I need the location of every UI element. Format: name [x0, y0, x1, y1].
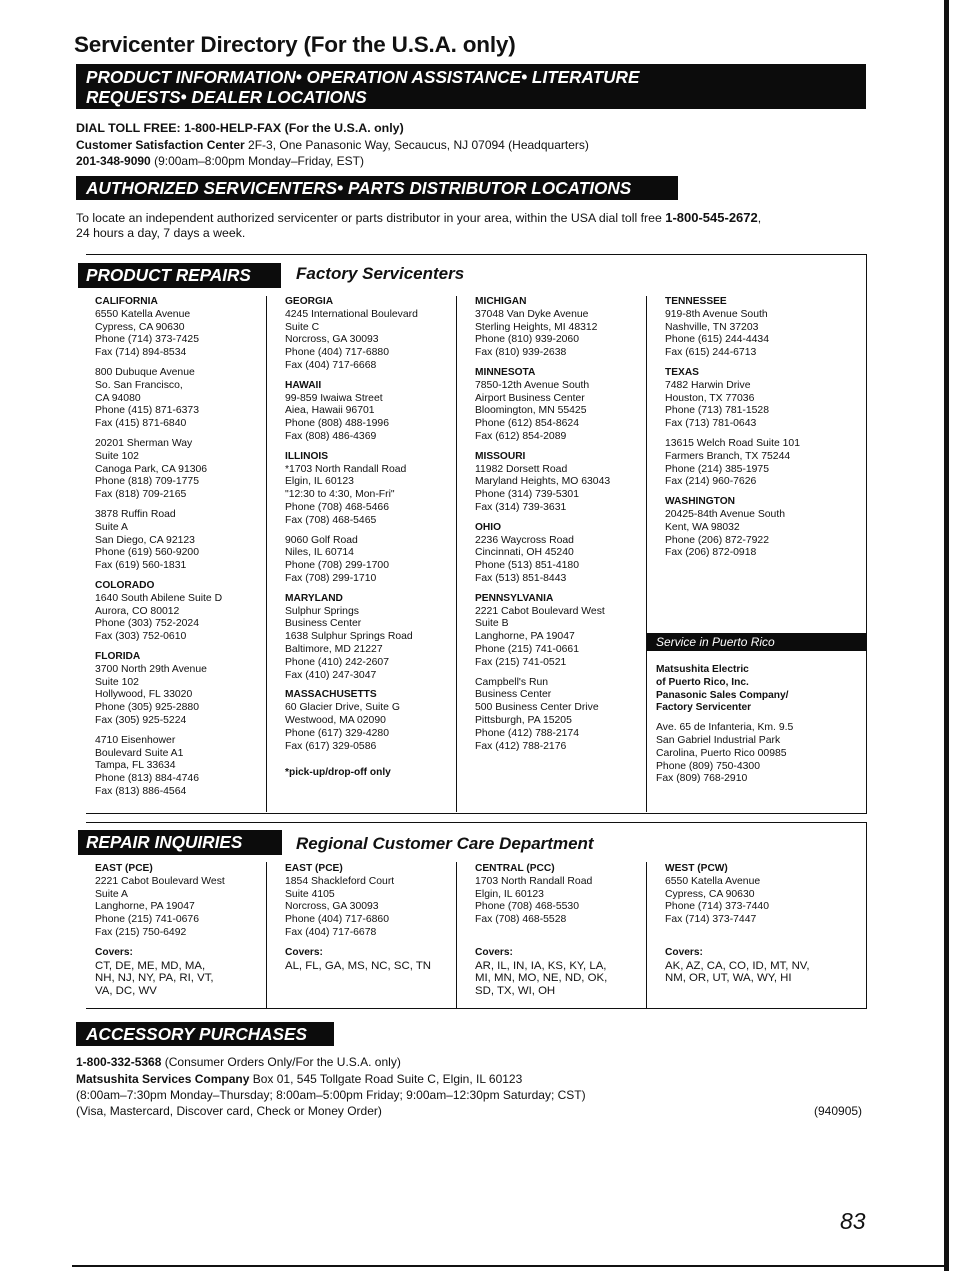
accessory-phone-note: (Consumer Orders Only/For the U.S.A. only) — [161, 1055, 401, 1069]
address-line: Campbell's Run — [475, 676, 549, 688]
region-address-line: Suite A — [95, 888, 128, 900]
region-address-line: Suite 4105 — [285, 888, 335, 900]
spacer — [665, 431, 800, 438]
headquarters-phone: 201-348-9090 — [76, 154, 151, 168]
address-line: Fax (808) 486-4369 — [285, 430, 377, 442]
address-line: 2221 Cabot Boulevard West — [475, 605, 605, 617]
state-heading: MARYLAND — [285, 592, 343, 604]
address-line: Phone (215) 741-0661 — [475, 643, 579, 655]
region-address-line: Fax (708) 468-5528 — [475, 914, 567, 926]
accessory-company-address: Box 01, 545 Tollgate Road Suite C, Elgin, IL 60123 — [249, 1072, 523, 1086]
address-line: Suite B — [475, 618, 509, 630]
spacer — [95, 644, 222, 651]
spacer — [95, 360, 222, 367]
region-east-pce-1 — [95, 863, 225, 998]
address-line: Phone (513) 851-4180 — [475, 560, 579, 572]
puerto-rico-address-line: Ave. 65 de Infanteria, Km. 9.5 — [656, 722, 794, 734]
address-line: Phone (415) 871-6373 — [95, 405, 199, 417]
address-line: Suite A — [95, 521, 128, 533]
region-address-line: Fax (215) 750-6492 — [95, 926, 187, 938]
column-tennessee-washington — [665, 296, 800, 560]
frame-right — [866, 254, 867, 814]
state-heading: HAWAII — [285, 379, 322, 391]
col2-divider-1 — [266, 862, 267, 1008]
spacer — [475, 586, 610, 593]
address-line: Baltimore, MD 21227 — [285, 643, 383, 655]
covers-label: Covers: — [665, 946, 703, 958]
region-heading: WEST (PCW) — [665, 863, 728, 874]
spacer — [285, 760, 418, 767]
address-line: Nashville, TN 37203 — [665, 321, 759, 333]
locate-line-2: 24 hours a day, 7 days a week. — [76, 226, 246, 240]
state-heading: TEXAS — [665, 366, 699, 378]
address-line: Business Center — [285, 618, 362, 630]
address-line: 7850-12th Avenue South — [475, 379, 590, 391]
col2-divider-3 — [646, 862, 647, 1008]
region-address-line: Cypress, CA 90630 — [665, 888, 755, 900]
accessory-company-line — [76, 1072, 522, 1087]
address-line: 6550 Katella Avenue — [95, 308, 191, 320]
address-line: Phone (412) 788-2174 — [475, 727, 579, 739]
address-line: Fax (708) 468-5465 — [285, 514, 377, 526]
accessory-company: Matsushita Services Company — [76, 1072, 250, 1086]
customer-satisfaction-line — [76, 138, 589, 153]
address-line: 3700 North 29th Avenue — [95, 663, 207, 675]
address-line: San Diego, CA 92123 — [95, 534, 195, 546]
banner-product-information — [76, 64, 866, 109]
address-line: Pittsburgh, PA 15205 — [475, 714, 572, 726]
address-line: Fax (305) 925-5224 — [95, 714, 187, 726]
spacer — [475, 927, 607, 947]
covers-label: Covers: — [475, 946, 513, 958]
locate-phone: 1-800-545-2672 — [665, 210, 758, 225]
address-line: Cypress, CA 90630 — [95, 321, 185, 333]
address-line: Fax (617) 329-0586 — [285, 740, 377, 752]
accessory-phone-line — [76, 1055, 401, 1070]
spacer — [95, 940, 225, 947]
address-line: Fax (214) 960-7626 — [665, 476, 757, 488]
address-line: Fax (813) 886-4564 — [95, 785, 187, 797]
spacer — [95, 502, 222, 509]
covers-states: CT, DE, ME, MD, MA, — [95, 959, 206, 972]
covers-states: NH, NJ, NY, PA, RI, VT, — [95, 972, 214, 985]
column-california-colorado-florida — [95, 296, 222, 799]
address-line: Phone (615) 244-4434 — [665, 334, 769, 346]
puerto-rico-company-line: of Puerto Rico, Inc. — [656, 676, 749, 688]
spacer — [285, 373, 418, 380]
address-line: Suite 102 — [95, 676, 139, 688]
locate-comma: , — [757, 211, 762, 225]
covers-states: AL, FL, GA, MS, NC, SC, TN — [285, 959, 431, 972]
frame2-top — [86, 822, 867, 823]
address-line: Phone (813) 884-4746 — [95, 773, 199, 785]
banner-line-1: PRODUCT INFORMATION• OPERATION ASSISTANCE• LITERATURE — [86, 67, 640, 87]
address-line: 9060 Golf Road — [285, 534, 358, 546]
spacer — [95, 431, 222, 438]
address-line: Sulphur Springs — [285, 605, 359, 617]
address-line: Phone (314) 739-5301 — [475, 489, 579, 501]
covers-states: AR, IL, IN, IA, KS, KY, LA, — [475, 959, 607, 972]
accessory-hours: (8:00am–7:30pm Monday–Thursday; 8:00am–5:00pm Friday; 9:00am–12:30pm Saturday; CST) — [76, 1088, 586, 1102]
address-line: Norcross, GA 30093 — [285, 334, 379, 346]
state-heading: MASSACHUSETTS — [285, 689, 377, 701]
covers-states: SD, TX, WI, OH — [475, 985, 556, 998]
address-line: 919-8th Avenue South — [665, 308, 768, 320]
address-line: 4245 International Boulevard — [285, 308, 418, 320]
address-line: 20201 Sherman Way — [95, 437, 193, 449]
address-line: 20425-84th Avenue South — [665, 508, 785, 520]
state-heading: COLORADO — [95, 579, 155, 591]
region-address-line: Phone (714) 373-7440 — [665, 901, 769, 913]
address-line: Kent, WA 98032 — [665, 521, 740, 533]
address-line: *1703 North Randall Road — [285, 463, 407, 475]
address-line: Fax (404) 717-6668 — [285, 359, 377, 371]
covers-label: Covers: — [285, 946, 323, 958]
address-line: Sterling Heights, MI 48312 — [475, 321, 598, 333]
covers-states: NM, OR, UT, WA, WY, HI — [665, 972, 792, 985]
address-line: Cincinnati, OH 45240 — [475, 547, 574, 559]
address-line: 500 Business Center Drive — [475, 702, 599, 714]
col-divider-1 — [266, 296, 267, 812]
address-line: Fax (615) 244-6713 — [665, 347, 757, 359]
col-divider-3 — [646, 296, 647, 812]
address-line: Bloomington, MN 55425 — [475, 405, 587, 417]
region-heading: EAST (PCE) — [285, 863, 343, 874]
puerto-rico-address-line: Phone (809) 750-4300 — [656, 760, 760, 772]
banner-authorized-servicenters: AUTHORIZED SERVICENTERS• PARTS DISTRIBUTOR LOCATIONS — [76, 176, 678, 200]
address-line: 11982 Dorsett Road — [475, 463, 568, 475]
state-heading: GEORGIA — [285, 296, 334, 307]
address-line: Phone (303) 752-2024 — [95, 618, 199, 630]
column-georgia-massachusetts — [285, 296, 418, 780]
spacer — [656, 715, 793, 722]
state-heading: FLORIDA — [95, 650, 141, 662]
address-line: Fax (215) 741-0521 — [475, 656, 567, 668]
spacer — [285, 528, 418, 535]
page-title: Servicenter Directory (For the U.S.A. only) — [74, 32, 516, 57]
address-line: Phone (305) 925-2880 — [95, 702, 199, 714]
spacer — [285, 753, 418, 760]
subtitle-factory-servicenters: Factory Servicenters — [296, 264, 465, 283]
puerto-rico-company-line: Matsushita Electric — [656, 664, 749, 675]
locate-text: To locate an independent authorized servicenter or parts distributor in your area, within the USA dial toll free — [76, 211, 666, 225]
address-line: Phone (214) 385-1975 — [665, 463, 769, 475]
accessory-phone: 1-800-332-5368 — [76, 1055, 162, 1069]
region-address-line: Norcross, GA 30093 — [285, 901, 379, 913]
address-line: Aurora, CO 80012 — [95, 605, 180, 617]
region-address-line: Langhorne, PA 19047 — [95, 901, 195, 913]
region-west-pcw — [665, 863, 810, 985]
banner-line-2: REQUESTS• DEALER LOCATIONS — [86, 87, 367, 107]
subtitle-regional-customer-care: Regional Customer Care Department — [296, 834, 594, 853]
puerto-rico-company-line: Panasonic Sales Company/ — [656, 689, 789, 701]
headquarters-hours: (9:00am–8:00pm Monday–Friday, EST) — [150, 154, 364, 168]
address-line: Suite C — [285, 321, 320, 333]
puerto-rico-company-line: Factory Servicenter — [656, 702, 752, 714]
headquarters-phone-line — [76, 154, 364, 169]
address-line: Fax (412) 788-2176 — [475, 740, 567, 752]
csc-label: Customer Satisfaction Center — [76, 138, 245, 152]
state-heading: TENNESSEE — [665, 296, 727, 307]
address-line: Phone (714) 373-7425 — [95, 334, 199, 346]
puerto-rico-address-line: Carolina, Puerto Rico 00985 — [656, 747, 787, 759]
state-heading: MISSOURI — [475, 450, 526, 462]
spacer — [95, 728, 222, 735]
address-line: Fax (314) 739-3631 — [475, 501, 567, 513]
address-line: Houston, TX 77036 — [665, 392, 755, 404]
address-line: Fax (612) 854-2089 — [475, 430, 567, 442]
address-line: Phone (810) 939-2060 — [475, 334, 579, 346]
dial-toll-free-heading: DIAL TOLL FREE: 1-800-HELP-FAX (For the U.S.A. only) — [76, 121, 404, 135]
address-line: Niles, IL 60714 — [285, 547, 354, 559]
covers-states: VA, DC, WV — [95, 985, 157, 998]
state-heading: ILLINOIS — [285, 450, 329, 462]
address-line: 2236 Waycross Road — [475, 534, 574, 546]
spacer — [95, 573, 222, 580]
address-line: Fax (206) 872-0918 — [665, 547, 757, 559]
address-line: Maryland Heights, MO 63043 — [475, 476, 611, 488]
address-line: Elgin, IL 60123 — [285, 476, 354, 488]
region-address-line: 6550 Katella Avenue — [665, 875, 761, 887]
tab-repair-inquiries: REPAIR INQUIRIES — [78, 830, 282, 855]
address-line: Phone (410) 242-2607 — [285, 656, 389, 668]
col2-divider-2 — [456, 862, 457, 1008]
frame2-bottom — [86, 1008, 867, 1009]
tab-accessory-purchases: ACCESSORY PURCHASES — [76, 1022, 334, 1046]
address-line: Langhorne, PA 19047 — [475, 631, 575, 643]
state-heading: CALIFORNIA — [95, 296, 158, 307]
address-line: "12:30 to 4:30, Mon-Fri" — [285, 489, 395, 501]
address-line: Hollywood, FL 33020 — [95, 689, 193, 701]
puerto-rico-address-line: San Gabriel Industrial Park — [656, 734, 781, 746]
puerto-rico-address — [656, 664, 793, 786]
address-line: Phone (708) 468-5466 — [285, 501, 389, 513]
state-heading: MINNESOTA — [475, 366, 536, 378]
region-heading: EAST (PCE) — [95, 863, 153, 874]
address-line: Fax (619) 560-1831 — [95, 560, 187, 572]
spacer — [285, 682, 418, 689]
address-line: Phone (808) 488-1996 — [285, 418, 389, 430]
address-line: Canoga Park, CA 91306 — [95, 463, 208, 475]
spacer — [285, 586, 418, 593]
spacer — [665, 927, 810, 947]
puerto-rico-address-line: Fax (809) 768-2910 — [656, 773, 748, 785]
address-line: 3878 Ruffin Road — [95, 508, 176, 520]
region-address-line: 1703 North Randall Road — [475, 875, 593, 887]
locate-line-1 — [76, 210, 761, 226]
puerto-rico-bar: Service in Puerto Rico — [647, 633, 867, 651]
document-code: (940905) — [814, 1104, 863, 1118]
address-line: Phone (818) 709-1775 — [95, 476, 199, 488]
region-address-line: 1854 Shackleford Court — [285, 875, 395, 887]
region-address-line: Phone (404) 717-6860 — [285, 914, 389, 926]
address-line: Farmers Branch, TX 75244 — [665, 450, 791, 462]
frame-bottom — [86, 813, 867, 814]
bottom-rule — [72, 1265, 944, 1267]
address-line: Fax (513) 851-8443 — [475, 572, 567, 584]
state-heading: WASHINGTON — [665, 496, 735, 508]
address-line: Phone (612) 854-8624 — [475, 418, 579, 430]
address-line: 4710 Eisenhower — [95, 734, 176, 746]
address-line: Phone (206) 872-7922 — [665, 534, 769, 546]
tab-product-repairs: PRODUCT REPAIRS — [78, 263, 281, 288]
address-line: Phone (619) 560-9200 — [95, 547, 199, 559]
address-line: Phone (617) 329-4280 — [285, 727, 389, 739]
region-heading: CENTRAL (PCC) — [475, 863, 555, 874]
address-line: Aiea, Hawaii 96701 — [285, 405, 375, 417]
page-edge-bar — [944, 0, 949, 1271]
page-number: 83 — [840, 1208, 866, 1234]
spacer — [665, 360, 800, 367]
region-address-line: Elgin, IL 60123 — [475, 888, 544, 900]
covers-states: AK, AZ, CA, CO, ID, MT, NV, — [665, 959, 810, 972]
state-heading: *pick-up/drop-off only — [285, 767, 391, 779]
address-line: Fax (714) 894-8534 — [95, 347, 187, 359]
col-divider-2 — [456, 296, 457, 812]
spacer — [475, 515, 610, 522]
region-address-line: Phone (708) 468-5530 — [475, 901, 579, 913]
state-heading: OHIO — [475, 521, 502, 533]
address-line: 60 Glacier Drive, Suite G — [285, 702, 400, 714]
spacer — [285, 940, 431, 947]
address-line: Tampa, FL 33634 — [95, 760, 176, 772]
address-line: Fax (810) 939-2638 — [475, 347, 567, 359]
region-address-line: Fax (714) 373-7447 — [665, 914, 757, 926]
address-line: Westwood, MA 02090 — [285, 714, 386, 726]
covers-label: Covers: — [95, 946, 133, 958]
address-line: Business Center — [475, 689, 552, 701]
covers-states: MI, MN, MO, NE, ND, OK, — [475, 972, 608, 985]
frame2-right — [866, 822, 867, 1009]
address-line: Fax (415) 871-6840 — [95, 418, 187, 430]
column-michigan-pennsylvania — [475, 296, 610, 753]
address-line: Airport Business Center — [475, 392, 585, 404]
address-line: Suite 102 — [95, 450, 139, 462]
spacer — [285, 444, 418, 451]
address-line: 37048 Van Dyke Avenue — [475, 308, 589, 320]
address-line: 7482 Harwin Drive — [665, 379, 751, 391]
address-line: Fax (818) 709-2165 — [95, 489, 187, 501]
spacer — [475, 670, 610, 677]
address-line: CA 94080 — [95, 392, 141, 404]
address-line: Phone (708) 299-1700 — [285, 560, 389, 572]
address-line: Phone (404) 717-6880 — [285, 347, 389, 359]
address-line: Fax (713) 781-0643 — [665, 418, 757, 430]
region-central-pcc — [475, 863, 607, 998]
state-heading: MICHIGAN — [475, 296, 527, 307]
region-address-line: Phone (215) 741-0676 — [95, 914, 199, 926]
address-line: So. San Francisco, — [95, 379, 183, 391]
address-line: 99-859 Iwaiwa Street — [285, 392, 383, 404]
address-line: Phone (713) 781-1528 — [665, 405, 769, 417]
spacer — [475, 360, 610, 367]
spacer — [475, 444, 610, 451]
region-east-pce-2 — [285, 863, 431, 972]
spacer — [665, 489, 800, 496]
frame-top — [86, 254, 867, 255]
address-line: 1638 Sulphur Springs Road — [285, 631, 413, 643]
address-line: Fax (303) 752-0610 — [95, 631, 187, 643]
csc-address: 2F-3, One Panasonic Way, Secaucus, NJ 07094 (Headquarters) — [244, 138, 589, 152]
address-line: Boulevard Suite A1 — [95, 747, 184, 759]
address-line: 1640 South Abilene Suite D — [95, 592, 223, 604]
state-heading: PENNSYLVANIA — [475, 592, 554, 604]
address-line: 800 Dubuque Avenue — [95, 366, 195, 378]
region-address-line: 2221 Cabot Boulevard West — [95, 875, 225, 887]
accessory-payment: (Visa, Mastercard, Discover card, Check or Money Order) — [76, 1104, 382, 1118]
address-line: Fax (708) 299-1710 — [285, 572, 377, 584]
address-line: Fax (410) 247-3047 — [285, 669, 377, 681]
address-line: 13615 Welch Road Suite 101 — [665, 437, 800, 449]
region-address-line: Fax (404) 717-6678 — [285, 926, 377, 938]
